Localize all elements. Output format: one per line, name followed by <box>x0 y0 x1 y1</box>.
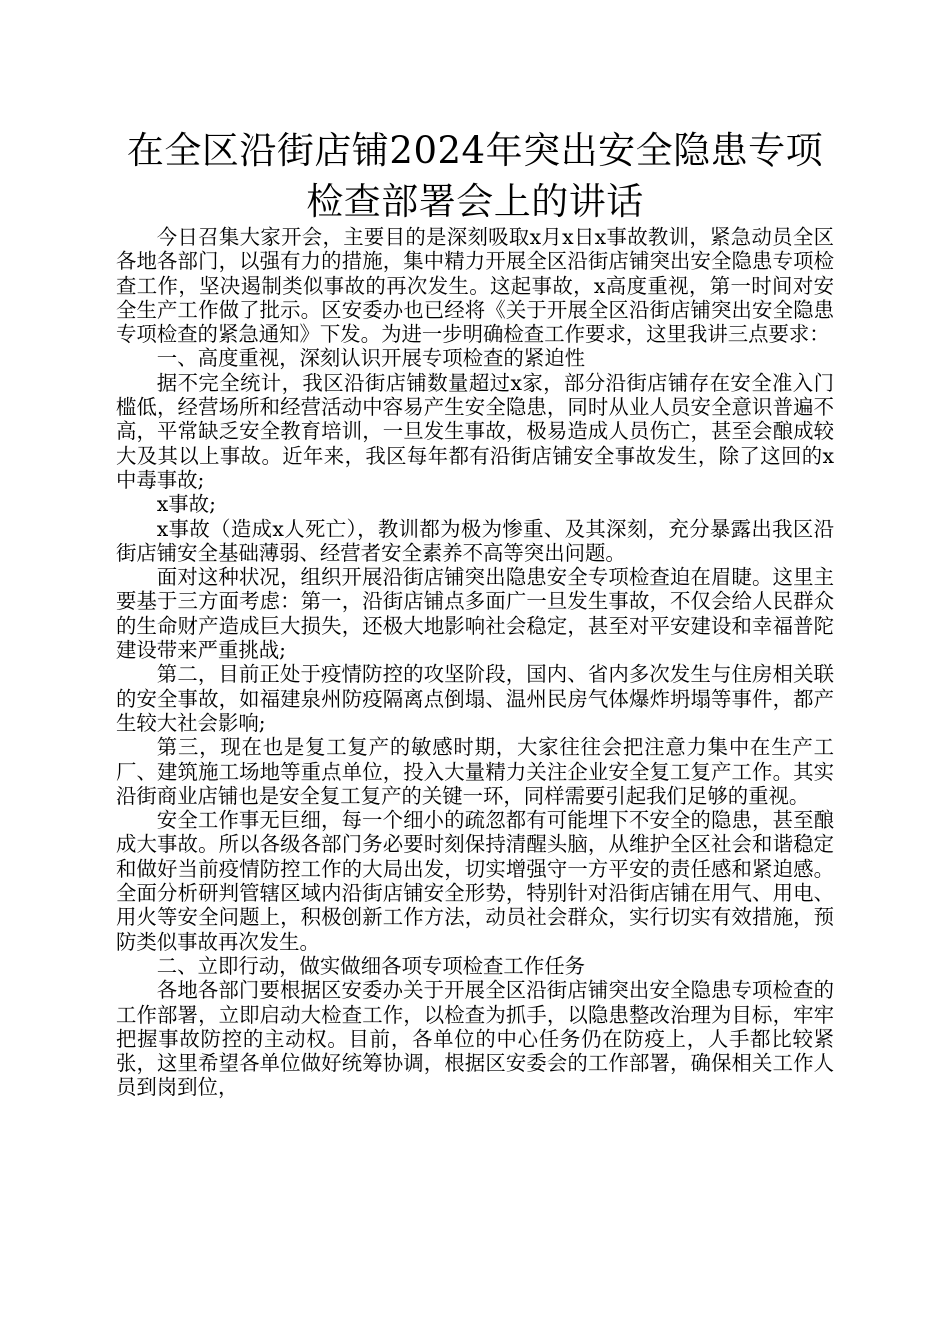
body-paragraph-reason-third: 第三，现在也是复工复产的敏感时期，大家往往会把注意力集中在生产工厂、建筑施工场地等重点单位，投入大量精力关注企业安全复工复产工作。其实沿街商业店铺也是安全复工复产的关键一环，同样需要引起我们足够的重视。 <box>116 735 834 808</box>
body-paragraph-opening: 今日召集大家开会，主要目的是深刻吸取x月x日x事故教训，紧急动员全区各地各部门，以强有力的措施，集中精力开展全区沿街店铺突出安全隐患专项检查工作，坚决遏制类似事故的再次发生。这起事故，x高度重视，第一时间对安全生产工作做了批示。区安委办也已经将《关于开展全区沿街店铺突出安全隐患专项检查的紧急通知》下发。为进一步明确检查工作要求，这里我讲三点要求： <box>116 225 834 347</box>
body-paragraph-accident-item: x事故; <box>156 492 216 517</box>
document-title-line-1: 在全区沿街店铺2024年突出安全隐患专项 <box>126 129 824 172</box>
body-paragraph-deployment: 各地各部门要根据区安委办关于开展全区沿街店铺突出安全隐患专项检查的工作部署，立即启动大检查工作，以检查为抓手，以隐患整改治理为目标，牢牢把握事故防控的主动权。目前，各单位的中心任务仍在防疫上，人手都比较紧张，这里希望各单位做好统筹协调，根据区安委会的工作部署，确保相关工作人员到岗到位， <box>116 978 834 1100</box>
document-title-line-2: 检查部署会上的讲话 <box>306 180 644 223</box>
body-paragraph-reason-first: 面对这种状况，组织开展沿街店铺突出隐患安全专项检查迫在眉睫。这里主要基于三方面考虑：第一，沿街店铺点多面广一旦发生事故，不仅会给人民群众的生命财产造成巨大损失，还极大地影响社会稳定，甚至对平安建设和幸福普陀建设带来严重挑战; <box>116 565 834 663</box>
section-heading-1: 一、高度重视，深刻认识开展专项检查的紧迫性 <box>156 346 585 371</box>
body-paragraph-accident-lesson: x事故（造成x人死亡），教训都为极为惨重、及其深刻，充分暴露出我区沿街店铺安全基础薄弱、经营者安全素养不高等突出问题。 <box>116 516 834 565</box>
document-body <box>116 225 834 1100</box>
body-paragraph-reason-second: 第二，目前正处于疫情防控的攻坚阶段，国内、省内多次发生与住房相关联的安全事故，如福建泉州防疫隔离点倒塌、温州民房气体爆炸坍塌等事件，都产生较大社会影响; <box>116 662 834 735</box>
body-paragraph-safety-work: 安全工作事无巨细，每一个细小的疏忽都有可能埋下不安全的隐患，甚至酿成大事故。所以各级各部门务必要时刻保持清醒头脑，从维护全区社会和谐稳定和做好当前疫情防控工作的大局出发，切实增强守一方平安的责任感和紧迫感。全面分析研判管辖区域内沿街店铺安全形势，特别针对沿街店铺在用气、用电、用火等安全问题上，积极创新工作方法，动员社会群众，实行切实有效措施，预防类似事故再次发生。 <box>116 808 834 954</box>
body-paragraph-statistics: 据不完全统计，我区沿街店铺数量超过x家，部分沿街店铺存在安全准入门槛低，经营场所和经营活动中容易产生安全隐患，同时从业人员安全意识普遍不高，平常缺乏安全教育培训，一旦发生事故，极易造成人员伤亡，甚至会酿成较大及其以上事故。近年来，我区每年都有沿街店铺安全事故发生，除了这回的x中毒事故; <box>116 370 834 492</box>
section-heading-2: 二、立即行动，做实做细各项专项检查工作任务 <box>156 953 585 978</box>
